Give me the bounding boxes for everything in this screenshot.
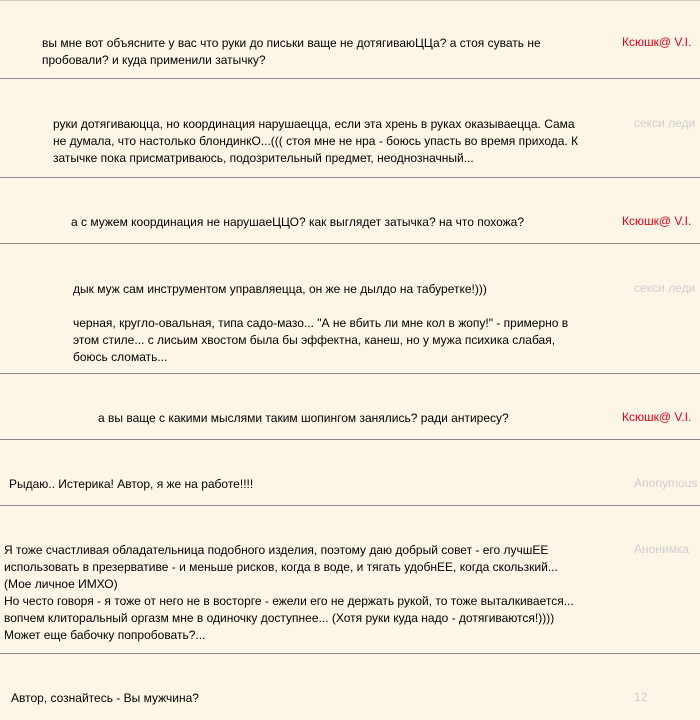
post-author[interactable]: секси леди [634, 116, 696, 130]
post-text: Рыдаю.. Истерика! Автор, я же на работе!!!! [9, 477, 254, 491]
post-text: а с мужем координация не нарушаеЦЦО? как выглядет затычка? на что похожа? [71, 215, 525, 229]
post-author[interactable]: 12 [634, 690, 648, 704]
post-author[interactable]: Ксюшк@ V.I. [622, 410, 692, 424]
post-text: руки дотягиваюцца, но координация нарушаецца, если эта хрень в руках оказываецца. Сама не думала, что настолько блондинкО...((( стоя мне не нра - боюсь упасть во время прихода. К затычке пока присматриваюсь, подозрительный предмет, неоднозначный... [53, 117, 579, 165]
forum-post [0, 374, 700, 440]
post-text: вы мне вот объясните у вас что руки до письки ваще не дотягиваюЦЦа? а стоя сувать не пробовали? и куда применили затычку? [42, 36, 541, 67]
post-author[interactable]: Anonymous [634, 476, 698, 490]
post-text: а вы ваще с какими мыслями таким шопингом занялись? ради антиресу? [98, 411, 509, 425]
forum-post [0, 654, 700, 720]
post-text: Автор, сознайтесь - Вы мужчина? [11, 691, 199, 705]
post-text: Я тоже счастливая обладательница подобного изделия, поэтому даю добрый совет - его лучшЕЕ использовать в презервативе - и меньше рисков, когда в воде, и тягать удобнЕЕ, когда скользкий... (Мое личное ИМХО) Но често говоря - я тоже от него не в восторге - ежели его не держать рукой, то тоже выталкивается... вопчем клиторальный оргазм мне в одиночку доступнее... (Хотя руки куда надо - дотягиваются!)))) Может еще бабочку попробовать?... [4, 543, 574, 642]
post-author[interactable]: Ксюшк@ V.I. [622, 214, 692, 228]
post-text: дык муж сам инструментом управляецца, он же не дылдо на табуретке!))) черная, кругло-овальная, типа садо-мазо... "А не вбить ли мне кол в жопу!" - примерно в этом стиле... с лисьим хвостом была бы эффектна, канеш, но у мужа психика слабая, боюсь сломать... [73, 282, 569, 364]
forum-post [0, 178, 700, 244]
forum-post [0, 0, 700, 79]
forum-post [0, 506, 700, 654]
post-author[interactable]: секси леди [634, 281, 696, 295]
forum-post [0, 440, 700, 506]
post-author[interactable]: Анонимка [634, 542, 690, 556]
forum-post [0, 79, 700, 178]
forum-post [0, 244, 700, 374]
post-author[interactable]: Ксюшк@ V.I. [622, 35, 692, 49]
